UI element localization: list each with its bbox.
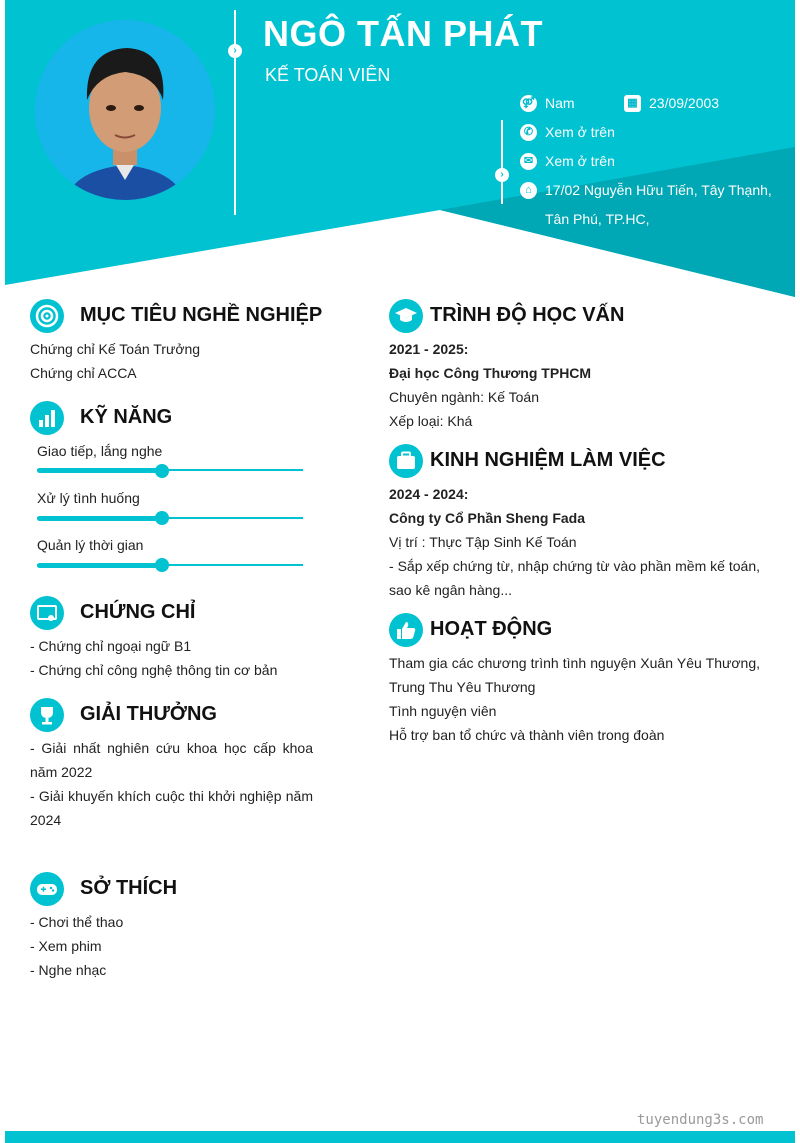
experience-period: 2024 - 2024: (389, 486, 469, 502)
activity-line: Tình nguyện viên (389, 703, 497, 719)
award-line: - Giải khuyến khích cuộc thi khởi nghiệp năm (30, 788, 313, 804)
footer-bar (5, 1131, 795, 1143)
certificate-icon (30, 596, 64, 630)
objective-title: MỤC TIÊU NGHỀ NGHIỆP (80, 304, 323, 326)
header-divider (234, 10, 236, 215)
hobby-line: - Xem phim (30, 938, 102, 954)
watermark: tuyendung3s.com (637, 1112, 764, 1128)
certificates-title: CHỨNG CHỈ (80, 601, 196, 623)
home-icon: ⌂ (520, 182, 537, 199)
skill-level-knob (155, 511, 169, 525)
experience-company: Công ty Cổ Phần Sheng Fada (389, 510, 586, 526)
phone-icon: ✆ (520, 124, 537, 141)
experience-description: sao kê ngân hàng... (389, 582, 512, 598)
address-line-2: Tân Phú, TP.HC, (545, 211, 650, 227)
hobby-line: - Chơi thể thao (30, 914, 124, 930)
gamepad-icon (30, 872, 64, 906)
email-value: Xem ở trên (545, 153, 615, 169)
skills-title: KỸ NĂNG (80, 406, 173, 428)
skill-name: Giao tiếp, lắng nghe (37, 443, 163, 459)
experience-title: KINH NGHIỆM LÀM VIỆC (430, 449, 666, 471)
hobby-line: - Nghe nhạc (30, 962, 107, 978)
activity-line: Hỗ trợ ban tổ chức và thành viên trong đoàn (389, 727, 665, 743)
activity-line: Tham gia các chương trình tình nguyện Xuân Yêu Thương, (389, 655, 760, 671)
hobbies-title: SỞ THÍCH (80, 877, 178, 899)
gender-icon: ⚤ (520, 95, 537, 112)
award-line: 2024 (30, 812, 62, 828)
calendar-icon: ▦ (624, 95, 641, 112)
skill-level-bar (37, 468, 162, 473)
birthday-value: 23/09/2003 (649, 95, 720, 111)
candidate-role: KẾ TOÁN VIÊN (265, 65, 391, 85)
thumbs-up-icon (389, 613, 423, 647)
briefcase-icon (389, 444, 423, 478)
chevron-right-icon: › (495, 168, 509, 182)
education-grade: Xếp loại: Khá (389, 413, 473, 429)
education-school: Đại học Công Thương TPHCM (389, 365, 592, 381)
certificate-line: - Chứng chỉ ngoại ngữ B1 (30, 638, 192, 654)
skill-level-knob (155, 464, 169, 478)
objective-line: Chứng chỉ Kế Toán Trưởng (30, 341, 201, 357)
address-line-1: 17/02 Nguyễn Hữu Tiến, Tây Thạnh, (545, 182, 772, 198)
education-major: Chuyên ngành: Kế Toán (389, 389, 539, 405)
chevron-right-icon: › (228, 44, 242, 58)
skill-name: Xử lý tình huống (37, 490, 140, 506)
gender-value: Nam (545, 95, 575, 111)
experience-description: - Sắp xếp chứng từ, nhập chứng từ vào phần mềm kế toán, (389, 558, 760, 574)
email-icon: ✉ (520, 153, 537, 170)
award-line: năm 2022 (30, 764, 93, 780)
profile-photo (35, 20, 215, 200)
skill-level-knob (155, 558, 169, 572)
awards-title: GIẢI THƯỞNG (80, 703, 217, 725)
award-line: - Giải nhất nghiên cứu khoa học cấp khoa (30, 740, 313, 756)
activities-title: HOẠT ĐỘNG (430, 618, 553, 640)
skill-name: Quản lý thời gian (37, 537, 144, 553)
skill-level-bar (37, 516, 162, 521)
graduation-cap-icon (389, 299, 423, 333)
education-period: 2021 - 2025: (389, 341, 469, 357)
experience-position: Vị trí : Thực Tập Sinh Kế Toán (389, 534, 577, 550)
objective-line: Chứng chỉ ACCA (30, 365, 137, 381)
candidate-name: NGÔ TẤN PHÁT (263, 13, 543, 54)
contact-divider (501, 120, 503, 204)
education-title: TRÌNH ĐỘ HỌC VẤN (430, 304, 625, 326)
skill-level-bar (37, 563, 162, 568)
activity-line: Trung Thu Yêu Thương (389, 679, 536, 695)
target-icon (30, 299, 64, 333)
trophy-icon (30, 698, 64, 732)
phone-value: Xem ở trên (545, 124, 615, 140)
certificate-line: - Chứng chỉ công nghệ thông tin cơ bản (30, 662, 278, 678)
bar-chart-icon (30, 401, 64, 435)
